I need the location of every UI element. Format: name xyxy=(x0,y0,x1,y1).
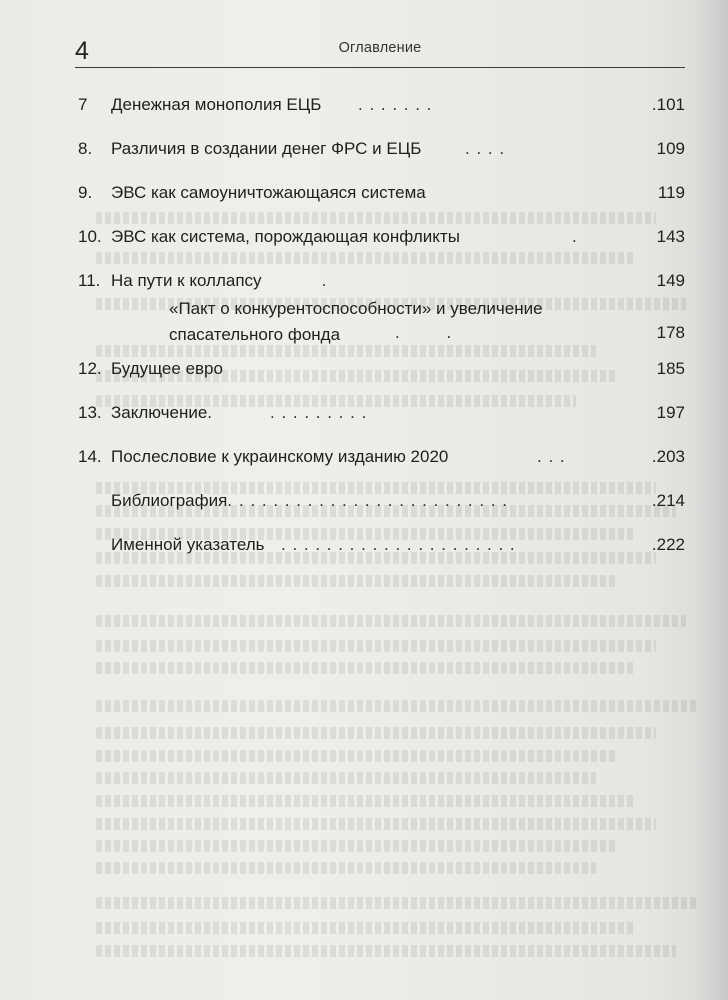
entry-leader: . xyxy=(293,271,328,290)
entry-title: Будущее евро xyxy=(111,359,223,378)
entry-title: Заключение. xyxy=(111,403,213,422)
page-header xyxy=(75,36,685,72)
entry-page: .214 xyxy=(651,491,685,510)
entry-page: 119 xyxy=(657,183,685,202)
entry-page: 197 xyxy=(656,403,685,422)
entry-number: 8. xyxy=(78,139,93,158)
entry-page: 185 xyxy=(656,359,685,378)
entry-number: 10. xyxy=(78,227,102,246)
entry-page: .101 xyxy=(651,95,685,114)
entry-title: «Пакт о конкурентоспособности» и увеличение спасательного фонда xyxy=(169,299,543,344)
entry-number: 13. xyxy=(78,403,102,422)
entry-title: Денежная монополия ЕЦБ xyxy=(111,95,322,114)
entry-title: ЭВС как система, порождающая конфликты xyxy=(111,227,460,246)
toc-entry-11-subsection xyxy=(75,296,685,352)
entry-number: 11. xyxy=(78,271,101,290)
entry-number: 7 xyxy=(78,95,88,114)
entry-page: 109 xyxy=(656,139,685,158)
entry-page: 143 xyxy=(656,227,685,246)
entry-leader: . . . xyxy=(537,447,566,466)
entry-title: Различия в создании денег ФРС и ЕЦБ xyxy=(111,139,422,158)
entry-leader: . . . . . . . . . . . . . . . . . . . . . . . . xyxy=(239,491,508,510)
entry-leader: . . . . . . . . . xyxy=(270,403,368,422)
entry-title: Послесловие к украинскому изданию 2020 xyxy=(111,447,449,466)
entry-title: Библиография. xyxy=(111,491,233,510)
entry-page: 149 xyxy=(656,271,685,290)
entry-number: 12. xyxy=(78,359,102,378)
entry-title: На пути к коллапсу xyxy=(111,271,262,290)
header-rule xyxy=(75,67,685,68)
entry-page: .203 xyxy=(651,447,685,466)
table-of-contents xyxy=(75,72,685,592)
entry-leader: . . . . . . . xyxy=(358,95,433,114)
entry-page: .222 xyxy=(651,535,685,554)
page-number: 4 xyxy=(75,37,89,65)
entry-leader: . . . . xyxy=(465,139,506,158)
entry-leader: . xyxy=(572,227,578,246)
entry-leader: . . . . . . . . . . . . . . . . . . . . . xyxy=(281,535,516,554)
entry-page: 178 xyxy=(656,323,685,342)
entry-title: ЭВС как самоуничтожающаяся система xyxy=(111,183,426,202)
entry-number: 14. xyxy=(78,447,102,466)
entry-title: Именной указатель xyxy=(111,535,265,554)
entry-number: 9. xyxy=(78,183,93,202)
page-edge-shadow xyxy=(694,0,728,1000)
running-title: Оглавление xyxy=(338,40,422,56)
entry-leader: . . xyxy=(395,323,453,342)
